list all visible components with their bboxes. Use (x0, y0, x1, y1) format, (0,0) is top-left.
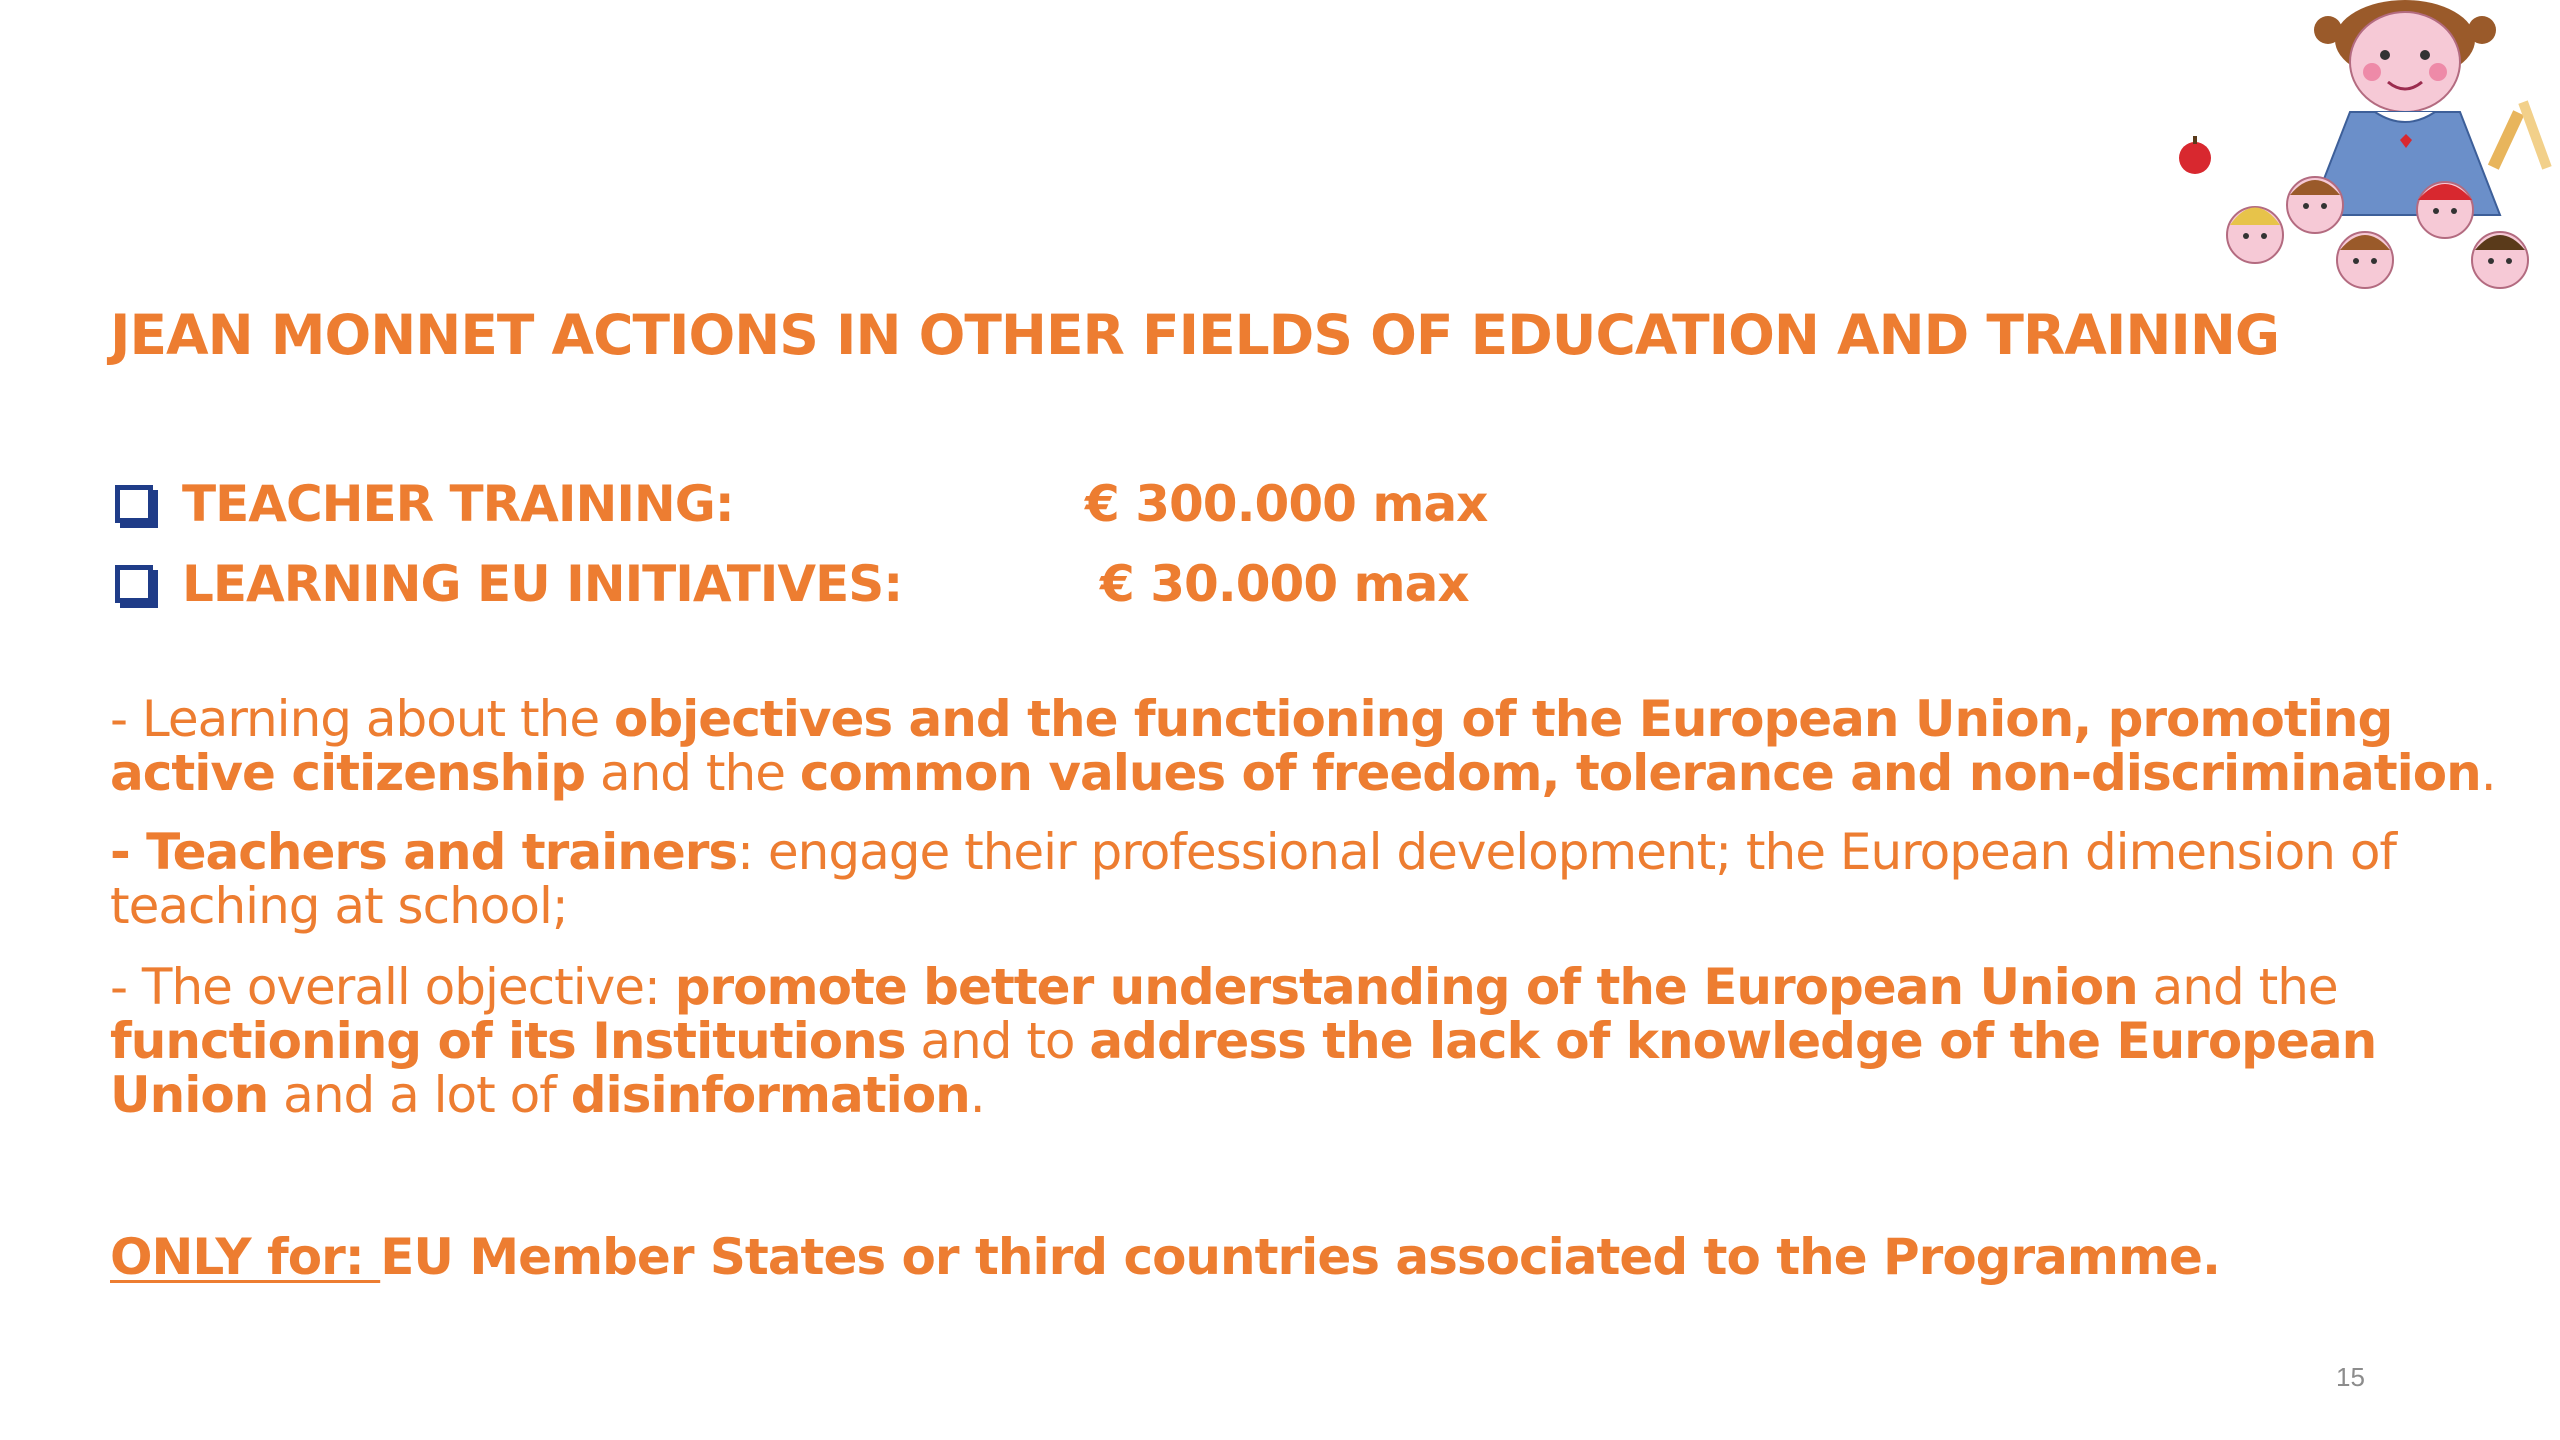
paragraph-overall-objective (110, 960, 2500, 1122)
page-number: 15 (2336, 1362, 2365, 1392)
text-run: and to (905, 1012, 1090, 1070)
text-run: and a lot of (268, 1066, 571, 1124)
only-for-label: ONLY for: (110, 1228, 381, 1286)
text-run: - Learning about the (110, 690, 614, 748)
checkbox-bullet-icon (115, 485, 153, 523)
text-run: : engage their professional development; the European dimension of teaching at school; (110, 823, 2397, 935)
bold-run: objectives and the functioning of the European Union, promoting active citizenship (110, 690, 2393, 802)
bullet-amount: € 300.000 max (1085, 475, 1488, 533)
text-run: . (2480, 744, 2496, 802)
bold-run: - Teachers and trainers (110, 823, 738, 881)
bullet-amount: € 30.000 max (1100, 555, 1469, 613)
bullet-label: LEARNING EU INITIATIVES: (182, 555, 903, 613)
teacher-children-clipart (2160, 0, 2560, 310)
text-run: and the (2137, 958, 2338, 1016)
text-run: . (969, 1066, 985, 1124)
eligibility-text: EU Member States or third countries associated to the Programme. (380, 1228, 2220, 1286)
paragraph-teachers-trainers (110, 825, 2500, 933)
text-run: - The overall objective: (110, 958, 675, 1016)
eligibility-note (110, 1228, 2220, 1286)
bold-run: address the lack of knowledge of the European Union (110, 1012, 2377, 1124)
bullet-label: TEACHER TRAINING: (182, 475, 734, 533)
checkbox-bullet-icon (115, 565, 153, 603)
paragraph-learning-about-eu (110, 692, 2500, 800)
slide-title: JEAN MONNET ACTIONS IN OTHER FIELDS OF EDUCATION AND TRAINING (110, 303, 2279, 367)
text-run: and the (585, 744, 800, 802)
bold-run: common values of freedom, tolerance and non-discrimination (799, 744, 2481, 802)
bold-run: disinformation (570, 1066, 970, 1124)
bold-run: promote better understanding of the European Union (674, 958, 2138, 1016)
bold-run: functioning of its Institutions (110, 1012, 906, 1070)
